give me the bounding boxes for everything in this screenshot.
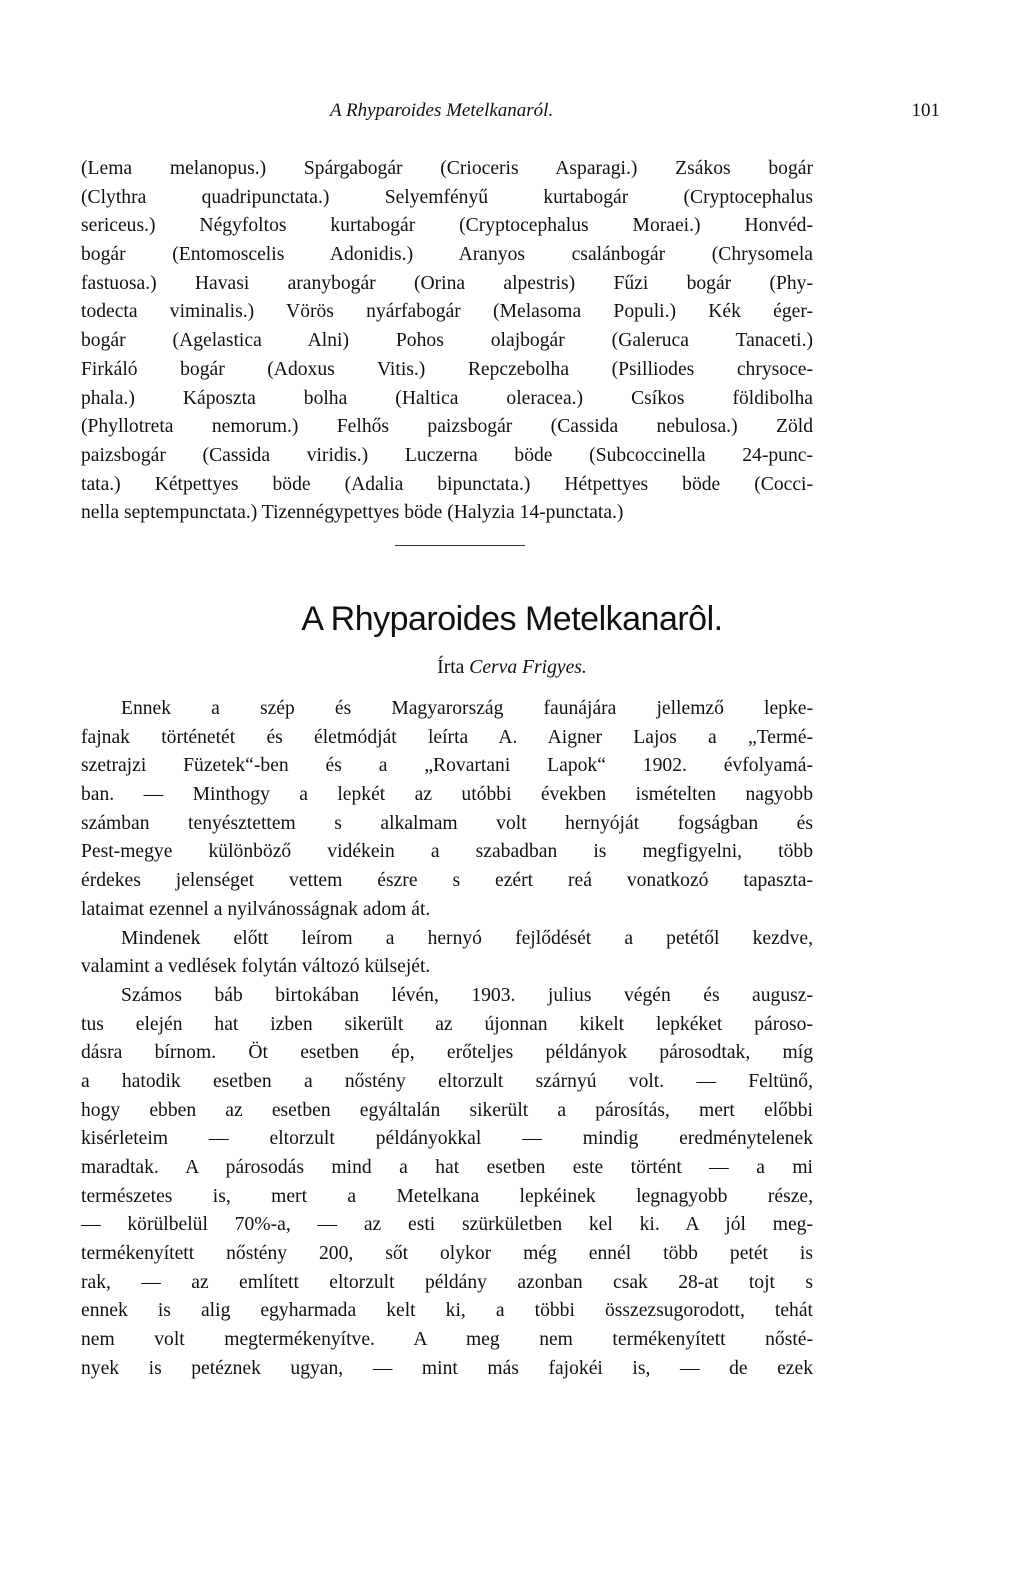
text-line: — körülbelül 70%-a, — az esti szürkületben kel ki. A jól meg-: [81, 1214, 813, 1236]
section-divider: [395, 545, 525, 546]
text-line: tus elején hat izben sikerült az újonnan kikelt lepkéket pároso-: [81, 1013, 813, 1035]
text-line: a hatodik esetben a nőstény eltorzult szárnyú volt. — Feltünő,: [81, 1070, 813, 1092]
text-line: rak, — az említett eltorzult példány azonban csak 28-at tojt s: [81, 1271, 813, 1293]
text-line: számban tenyésztettem s alkalmam volt hernyóját fogságban és: [81, 812, 813, 834]
text-line: termékenyített nőstény 200, sőt olykor még ennél több petét is: [81, 1243, 813, 1265]
text-line: (Phyllotreta nemorum.) Felhős paizsbogár (Cassida nebulosa.) Zöld: [81, 416, 813, 438]
text-line: phala.) Káposzta bolha (Haltica oleracea.) Csíkos földibolha: [81, 387, 813, 409]
text-line: érdekes jelenséget vettem észre s ezért reá vonatkozó tapaszta-: [81, 870, 813, 892]
byline-prefix: Írta: [437, 657, 465, 678]
text-line: nem volt megtermékenyítve. A meg nem termékenyített nősté-: [81, 1329, 813, 1351]
author-name: Cerva Frigyes.: [469, 657, 587, 678]
text-line: bogár (Entomoscelis Adonidis.) Aranyos csalánbogár (Chrysomela: [81, 244, 813, 266]
text-line: Számos báb birtokában lévén, 1903. julius végén és augusz-: [121, 984, 813, 1006]
text-line: fajnak történetét és életmódját leírta A. Aigner Lajos a „Termé-: [81, 726, 813, 748]
text-line: kisérleteim — eltorzult példányokkal — mindig eredménytelenek: [81, 1128, 813, 1150]
previous-article-text: [81, 155, 813, 528]
running-head: [80, 100, 940, 130]
text-line: ban. — Minthogy a lepkét az utóbbi években ismételten nagyobb: [81, 784, 813, 806]
text-line: ennek is alig egyharmada kelt ki, a többi összezsugorodott, tehát: [81, 1300, 813, 1322]
text-line: Ennek a szép és Magyarország faunájára jellemző lepke-: [121, 698, 813, 719]
text-line: maradtak. A párosodás mind a hat esetben este történt — a mi: [81, 1157, 813, 1178]
text-line: Firkáló bogár (Adoxus Vitis.) Repczebolha (Psilliodes chrysoce-: [81, 358, 813, 380]
text-line: Mindenek előtt leírom a hernyó fejlődését a petétől kezdve,: [121, 927, 813, 949]
text-line: hogy ebben az esetben egyáltalán sikerült a párosítás, mert előbbi: [81, 1099, 813, 1121]
text-line: todecta viminalis.) Vörös nyárfabogár (Melasoma Populi.) Kék éger-: [81, 301, 813, 323]
text-line: lataimat ezennel a nyilvánosságnak adom át.: [81, 898, 431, 920]
text-line: bogár (Agelastica Alni) Pohos olajbogár (Galeruca Tanaceti.): [81, 330, 813, 352]
byline: [0, 657, 1024, 679]
text-line: nella septempunctata.) Tizennégypettyes böde (Halyzia 14-punctata.): [81, 502, 624, 524]
text-line: szetrajzi Füzetek“-ben és a „Rovartani Lapok“ 1902. évfolyamá-: [81, 755, 813, 777]
article-title: A Rhyparoides Metelkanarôl.: [301, 600, 723, 638]
text-line: nyek is petéznek ugyan, — mint más fajokéi is, — de ezek: [81, 1357, 813, 1379]
text-line: dásra bírnom. Öt esetben ép, erőteljes példányok párosodtak, míg: [81, 1042, 813, 1064]
text-line: Pest-megye különböző vidékein a szabadban is megfigyelni, több: [81, 841, 813, 863]
text-line: fastuosa.) Havasi aranybogár (Orina alpestris) Fűzi bogár (Phy-: [81, 272, 813, 294]
text-line: tata.) Kétpettyes böde (Adalia bipunctata.) Hétpettyes böde (Cocci-: [81, 473, 813, 495]
text-line: (Clythra quadripunctata.) Selyemfényű kurtabogár (Cryptocephalus: [81, 186, 813, 208]
text-line: (Lema melanopus.) Spárgabogár (Crioceris Asparagi.) Zsákos bogár: [81, 158, 813, 179]
text-line: paizsbogár (Cassida viridis.) Luczerna böde (Subcoccinella 24-punc-: [81, 444, 813, 466]
page-number: 101: [911, 100, 940, 121]
text-line: sericeus.) Négyfoltos kurtabogár (Cryptocephalus Moraei.) Honvéd-: [81, 215, 813, 237]
article-body: [81, 695, 813, 1384]
text-line: valamint a vedlések folytán változó külsejét.: [81, 956, 431, 978]
running-title: A Rhyparoides Metelkanaról.: [330, 100, 554, 121]
text-line: természetes is, mert a Metelkana lepkéinek legnagyobb része,: [81, 1185, 813, 1207]
